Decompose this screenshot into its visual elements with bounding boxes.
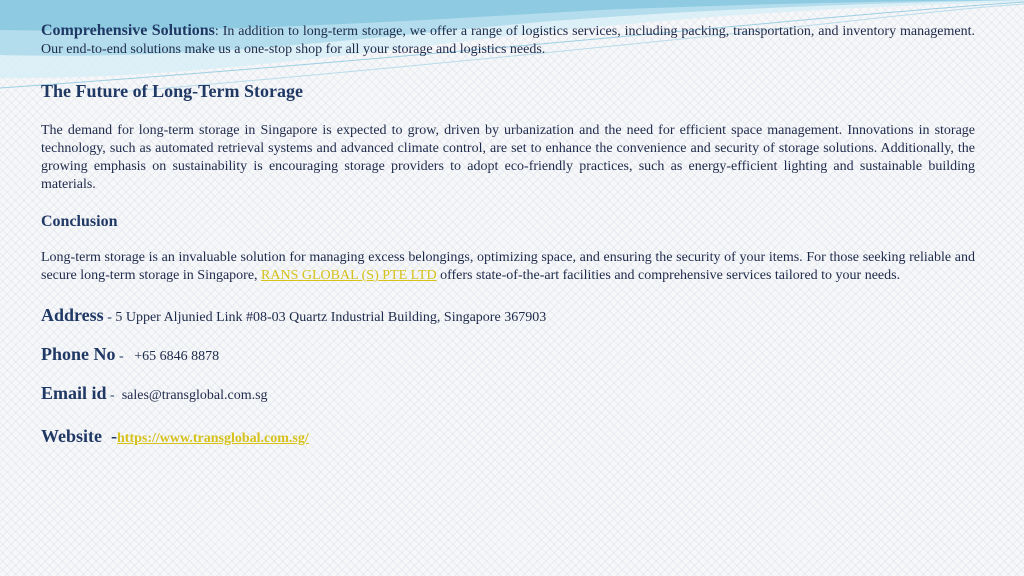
website-row [41,426,975,447]
intro-lead: Comprehensive Solutions [41,22,215,39]
future-heading: The Future of Long-Term Storage [41,81,303,101]
intro-paragraph [41,22,975,59]
address-separator: - [103,310,116,325]
website-label: Website [41,426,107,446]
conclusion-heading: Conclusion [41,213,118,230]
website-link[interactable]: https://www.transglobal.com.sg/ [117,431,309,446]
email-link[interactable]: sales@transglobal.com.sg [121,388,268,403]
website-separator: - [106,426,117,446]
phone-row [41,344,975,365]
conclusion-text-before: Long-term storage is an invaluable solution for managing excess belongings, optimizing space, and ensuring the security of your items. For those seeking reliable and secure long-term storage in Singapore, [41,250,975,283]
address-label: Address [41,305,104,325]
intro-text: : In addition to long-term storage, we offer a range of logistics services, including packing, transportation, and inventory management. Our end-to-end solutions make us a one-stop shop for all your storage and logistics needs. [41,24,975,57]
address-value: 5 Upper Aljunied Link #08-03 Quartz Industrial Building, Singapore 367903 [115,310,547,325]
address-row [41,305,975,326]
phone-label: Phone No [41,344,116,364]
phone-separator: - [115,349,135,364]
conclusion-text-after: offers state-of-the-art facilities and comprehensive services tailored to your needs. [436,268,901,283]
email-label: Email id [41,383,107,403]
email-separator: - [106,388,122,403]
email-row [41,383,975,404]
phone-value: +65 6846 8878 [134,349,220,364]
conclusion-paragraph [41,249,975,285]
slide-content [41,22,975,447]
future-paragraph: The demand for long-term storage in Singapore is expected to grow, driven by urbanization and the need for efficient space management. Innovations in storage technology, such as automated retrieval systems and advanced climate control, are set to enhance the convenience and security of storage solutions. Additionally, the growing emphasis on sustainability is encouraging storage providers to adopt eco-friendly practices, such as energy-efficient lighting and sustainable building materials. [41,123,975,192]
company-link[interactable]: RANS GLOBAL (S) PTE LTD [261,268,437,283]
